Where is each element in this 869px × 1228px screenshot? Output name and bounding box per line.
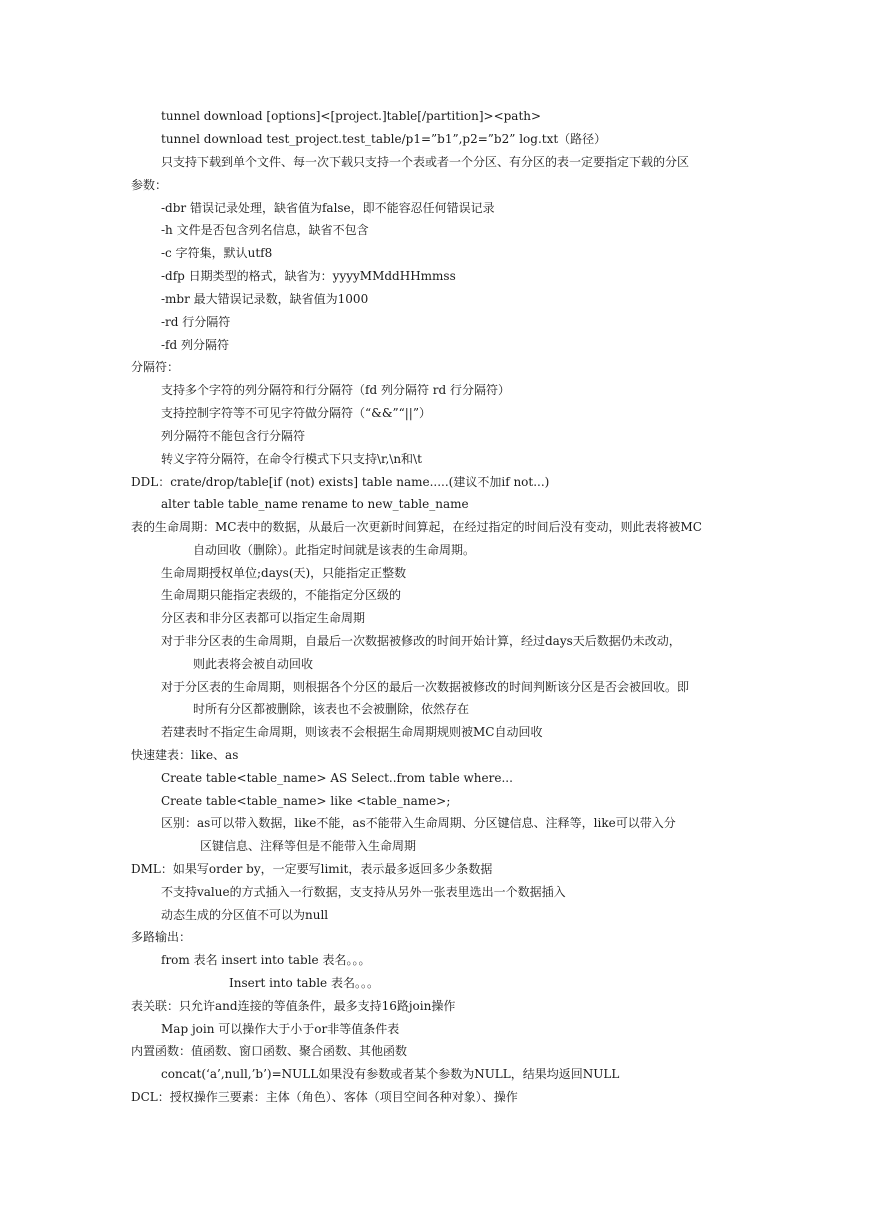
text-line: 若建表时不指定生命周期，则该表不会根据生命周期规则被MC自动回收 bbox=[161, 725, 543, 739]
text-line: tunnel download [options]<[project.]table[/partition]><path> bbox=[161, 109, 542, 123]
text-line: 分区表和非分区表都可以指定生命周期 bbox=[161, 611, 366, 625]
text-line: 支持控制字符等不可见字符做分隔符（“&&”“||”） bbox=[161, 406, 431, 420]
text-line: from 表名 insert into table 表名。。。 bbox=[161, 953, 371, 967]
text-line: 列分隔符不能包含行分隔符 bbox=[161, 429, 306, 443]
text-line: 转义字符分隔符，在命令行模式下只支持\r,\n和\t bbox=[161, 452, 422, 466]
text-line: -rd 行分隔符 bbox=[161, 315, 231, 329]
section-heading: DCL：授权操作三要素：主体（角色）、客体（项目空间各种对象）、操作 bbox=[131, 1090, 518, 1104]
text-line: 动态生成的分区值不可以为null bbox=[161, 908, 329, 922]
section-heading: DDL：crate/drop/table[if (not) exists] table name.....(建议不加if not...) bbox=[131, 475, 550, 489]
text-line: 支持多个字符的列分隔符和行分隔符（fd 列分隔符 rd 行分隔符） bbox=[161, 383, 510, 397]
section-heading: 表的生命周期：MC表中的数据，从最后一次更新时间算起，在经过指定的时间后没有变动，则此表将被MC bbox=[131, 520, 702, 534]
text-line: Create table<table_name> like <table_name>; bbox=[161, 794, 451, 808]
text-line: 生命周期只能指定表级的，不能指定分区级的 bbox=[161, 588, 402, 602]
text-line: 只支持下载到单个文件、每一次下载只支持一个表或者一个分区、有分区的表一定要指定下载的分区 bbox=[161, 155, 690, 169]
text-line: 区键信息、注释等但是不能带入生命周期 bbox=[200, 839, 417, 853]
text-line: tunnel download test_project.test_table/p1=”b1”,p2=”b2” log.txt（路径） bbox=[161, 132, 607, 146]
text-line: 时所有分区都被删除，该表也不会被删除，依然存在 bbox=[193, 702, 470, 716]
text-line: Insert into table 表名。。。 bbox=[229, 976, 379, 990]
text-line: Map join 可以操作大于小于or非等值条件表 bbox=[161, 1022, 400, 1036]
text-line: concat(‘a’,null,’b’)=NULL如果没有参数或者某个参数为NULL，结果均返回NULL bbox=[161, 1067, 620, 1081]
text-line: -mbr 最大错误记录数，缺省值为1000 bbox=[161, 292, 369, 306]
text-line: -c 字符集，默认utf8 bbox=[161, 246, 273, 260]
text-line: -fd 列分隔符 bbox=[161, 338, 229, 352]
text-line: 对于分区表的生命周期，则根据各个分区的最后一次数据被修改的时间判断该分区是否会被回收。即 bbox=[161, 680, 690, 694]
section-heading: 参数： bbox=[131, 178, 168, 192]
text-line: alter table table_name rename to new_table_name bbox=[161, 497, 469, 511]
section-heading: 表关联：只允许and连接的等值条件，最多支持16路join操作 bbox=[131, 999, 456, 1013]
text-line: -dbr 错误记录处理，缺省值为false，即不能容忍任何错误记录 bbox=[161, 201, 495, 215]
section-heading: 内置函数：值函数、窗口函数、聚合函数、其他函数 bbox=[131, 1044, 408, 1058]
text-line: 不支持value的方式插入一行数据，支支持从另外一张表里选出一个数据插入 bbox=[161, 885, 566, 899]
text-line: 对于非分区表的生命周期，自最后一次数据被修改的时间开始计算，经过days天后数据仍未改动， bbox=[161, 634, 681, 648]
text-line: -h 文件是否包含列名信息，缺省不包含 bbox=[161, 223, 369, 237]
section-heading: 分隔符： bbox=[131, 360, 180, 374]
section-heading: 多路输出： bbox=[131, 930, 192, 944]
text-line: 区别：as可以带入数据，like不能，as不能带入生命周期、分区键信息、注释等，like可以带入分 bbox=[161, 816, 676, 830]
text-line: -dfp 日期类型的格式，缺省为：yyyyMMddHHmmss bbox=[161, 269, 456, 283]
text-line: 自动回收（删除）。此指定时间就是该表的生命周期。 bbox=[193, 543, 476, 557]
text-line: 生命周期授权单位;days(天)，只能指定正整数 bbox=[161, 566, 407, 580]
text-line: 则此表将会被自动回收 bbox=[193, 657, 314, 671]
text-line: Create table<table_name> AS Select..from table where... bbox=[161, 771, 513, 785]
section-heading: 快速建表：like、as bbox=[131, 748, 239, 762]
section-heading: DML：如果写order by，一定要写limit，表示最多返回多少条数据 bbox=[131, 862, 493, 876]
